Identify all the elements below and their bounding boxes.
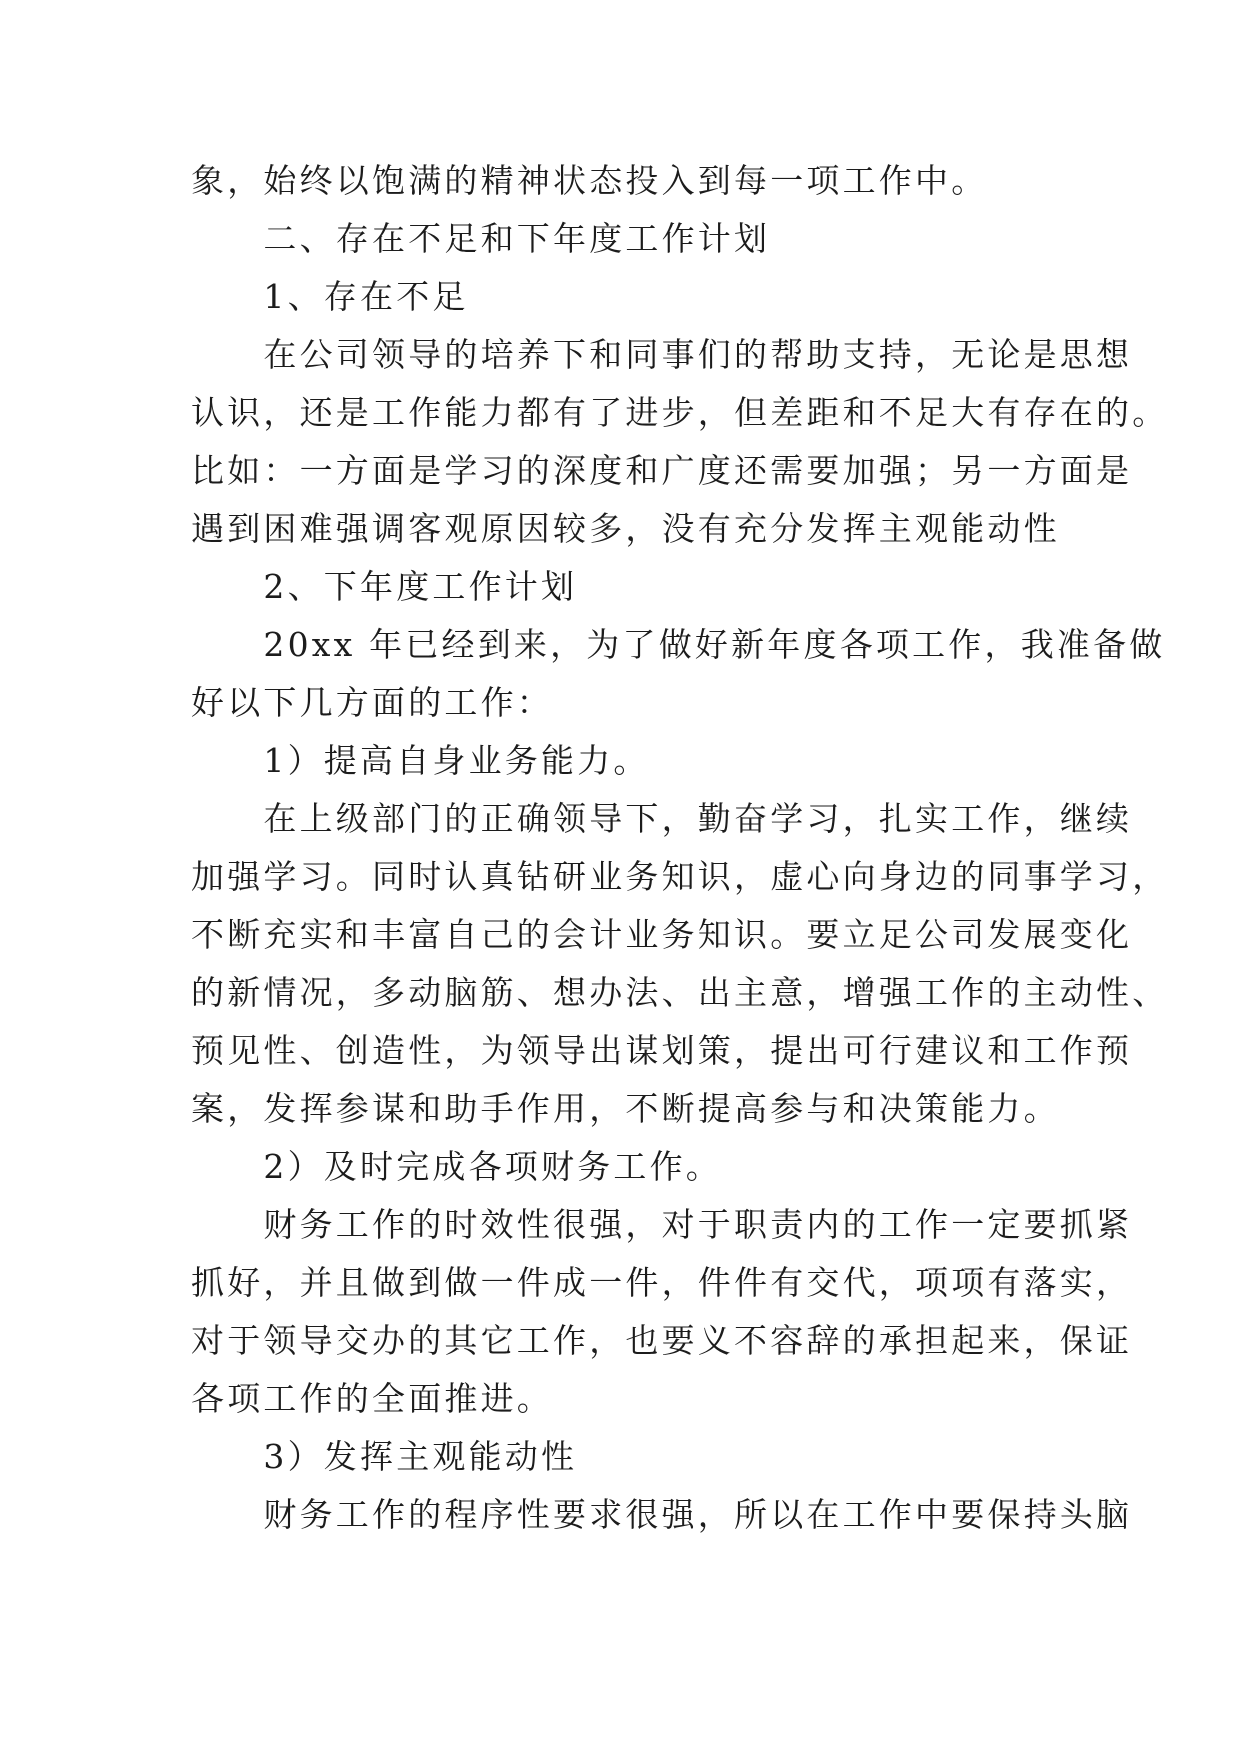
text-line: 比如：一方面是学习的深度和广度还需要加强；另一方面是 xyxy=(191,451,1133,490)
text-line: 好以下几方面的工作： xyxy=(191,683,553,722)
text-line: 预见性、创造性，为领导出谋划策，提出可行建议和工作预 xyxy=(191,1031,1133,1070)
list-item-heading: 3）发挥主观能动性 xyxy=(191,1437,578,1476)
text-line: 案，发挥参谋和助手作用，不断提高参与和决策能力。 xyxy=(191,1089,1060,1128)
text-line: 象，始终以饱满的精神状态投入到每一项工作中。 xyxy=(191,161,988,200)
text-line: 在公司领导的培养下和同事们的帮助支持，无论是思想 xyxy=(191,335,1133,374)
text-line: 的新情况，多动脑筋、想办法、出主意，增强工作的主动性、 xyxy=(191,973,1169,1012)
subsection-heading: 2、下年度工作计划 xyxy=(191,567,578,606)
document-body xyxy=(191,152,1169,1544)
text-line: 不断充实和丰富自己的会计业务知识。要立足公司发展变化 xyxy=(191,915,1133,954)
text-line: 对于领导交办的其它工作，也要义不容辞的承担起来，保证 xyxy=(191,1321,1133,1360)
text-line: 在上级部门的正确领导下，勤奋学习，扎实工作，继续 xyxy=(191,799,1133,838)
text-line: 财务工作的时效性很强，对于职责内的工作一定要抓紧 xyxy=(191,1205,1133,1244)
list-item-heading: 1）提高自身业务能力。 xyxy=(191,741,650,780)
text-line: 加强学习。同时认真钻研业务知识，虚心向身边的同事学习， xyxy=(191,857,1169,896)
text-line: 财务工作的程序性要求很强，所以在工作中要保持头脑 xyxy=(191,1495,1133,1534)
section-heading: 二、存在不足和下年度工作计划 xyxy=(191,219,771,258)
list-item-heading: 2）及时完成各项财务工作。 xyxy=(191,1147,722,1186)
text-line: 抓好，并且做到做一件成一件，件件有交代，项项有落实， xyxy=(191,1263,1133,1302)
text-line: 遇到困难强调客观原因较多，没有充分发挥主观能动性 xyxy=(191,509,1060,548)
text-line: 各项工作的全面推进。 xyxy=(191,1379,553,1418)
text-line: 20xx 年已经到来，为了做好新年度各项工作，我准备做 xyxy=(191,625,1166,664)
text-line: 认识，还是工作能力都有了进步，但差距和不足大有存在的。 xyxy=(191,393,1169,432)
subsection-heading: 1、存在不足 xyxy=(191,277,469,316)
